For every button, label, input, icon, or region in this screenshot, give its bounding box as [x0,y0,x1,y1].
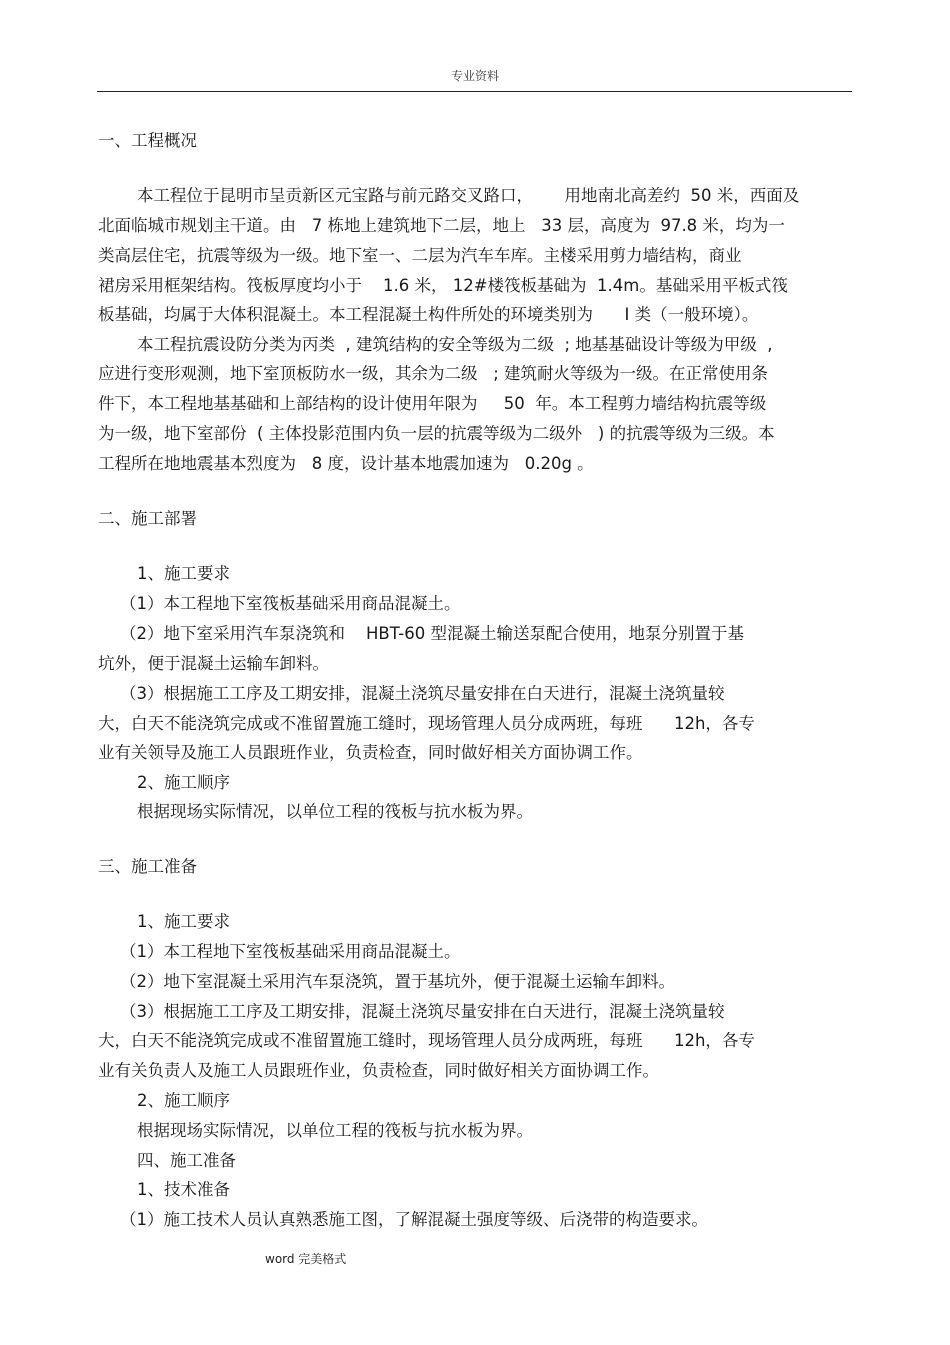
paragraph-line: 类高层住宅，抗震等级为一级。地下室一、二层为汽车车库。主楼采用剪力墙结构，商业 [98,246,742,265]
paragraph-line: 裙房采用框架结构。筏板厚度均小于 1.6 米， 12#楼筏板基础为 1.4m。基础采用平板式筏 [98,276,788,295]
paragraph-line: 大，白天不能浇筑完成或不准留置施工缝时，现场管理人员分成两班，每班 12h，各专 [98,714,755,733]
paragraph-line: 根据现场实际情况，以单位工程的筏板与抗水板为界。 [137,802,533,821]
list-item: （3）根据施工工序及工期安排，混凝土浇筑尽量安排在白天进行，混凝土浇筑量较 [120,1002,725,1021]
section-heading: 四、施工准备 [137,1151,236,1170]
paragraph-line: 根据现场实际情况，以单位工程的筏板与抗水板为界。 [137,1121,533,1140]
list-item: （1）本工程地下室筏板基础采用商品混凝土。 [120,942,461,961]
list-item: （2）地下室采用汽车泵浇筑和 HBT-60 型混凝土输送泵配合使用，地泵分别置于基 [120,624,744,643]
list-item: （2）地下室混凝土采用汽车泵浇筑，置于基坑外，便于混凝土运输车卸料。 [120,972,675,991]
paragraph-line: 业有关负责人及施工人员跟班作业，负责检查，同时做好相关方面协调工作。 [98,1061,659,1080]
subsection-heading: 2、施工顺序 [137,773,230,792]
section-heading: 一、工程概况 [98,131,197,150]
paragraph-line: 大，白天不能浇筑完成或不准留置施工缝时，现场管理人员分成两班，每班 12h，各专 [98,1031,755,1050]
paragraph-line: 坑外，便于混凝土运输车卸料。 [98,654,329,673]
paragraph-line: 工程所在地地震基本烈度为 8 度，设计基本地震加速为 0.20g 。 [98,454,594,473]
paragraph-line: 应进行变形观测，地下室顶板防水一级，其余为二级 ; 建筑耐火等级为一级。在正常使用条 [98,364,769,383]
subsection-heading: 1、施工要求 [137,912,230,931]
list-item: （3）根据施工工序及工期安排，混凝土浇筑尽量安排在白天进行，混凝土浇筑量较 [120,684,725,703]
header-rule [97,91,852,92]
paragraph-line: 本工程抗震设防分类为丙类 , 建筑结构的安全等级为二级 ; 地基基础设计等级为甲级 , [137,335,773,354]
paragraph-line: 业有关领导及施工人员跟班作业，负责检查，同时做好相关方面协调工作。 [98,743,643,762]
list-item: （1）施工技术人员认真熟悉施工图，了解混凝土强度等级、后浇带的构造要求。 [120,1210,708,1229]
page-footer: word 完美格式 [265,1252,347,1266]
page-header: 专业资料 [450,69,499,83]
subsection-heading: 1、技术准备 [137,1180,230,1199]
subsection-heading: 2、施工顺序 [137,1091,230,1110]
paragraph-line: 板基础，均属于大体积混凝土。本工程混凝土构件所处的环境类别为 I 类（一般环境）。 [98,305,759,324]
section-heading: 三、施工准备 [98,857,197,876]
list-item: （1）本工程地下室筏板基础采用商品混凝土。 [120,594,461,613]
section-heading: 二、施工部署 [98,509,197,528]
paragraph-line: 件下，本工程地基基础和上部结构的设计使用年限为 50 年。本工程剪力墙结构抗震等级 [98,394,767,413]
subsection-heading: 1、施工要求 [137,564,230,583]
paragraph-line: 为一级，地下室部份 ( 主体投影范围内负一层的抗震等级为二级外 ) 的抗震等级为三级。本 [98,424,775,443]
paragraph-line: 本工程位于昆明市呈贡新区元宝路与前元路交叉路口， 用地南北高差约 50 米，西面及 [137,186,800,205]
paragraph-line: 北面临城市规划主干道。由 7 栋地上建筑地下二层，地上 33 层，高度为 97.8 米，均为一 [98,216,785,235]
